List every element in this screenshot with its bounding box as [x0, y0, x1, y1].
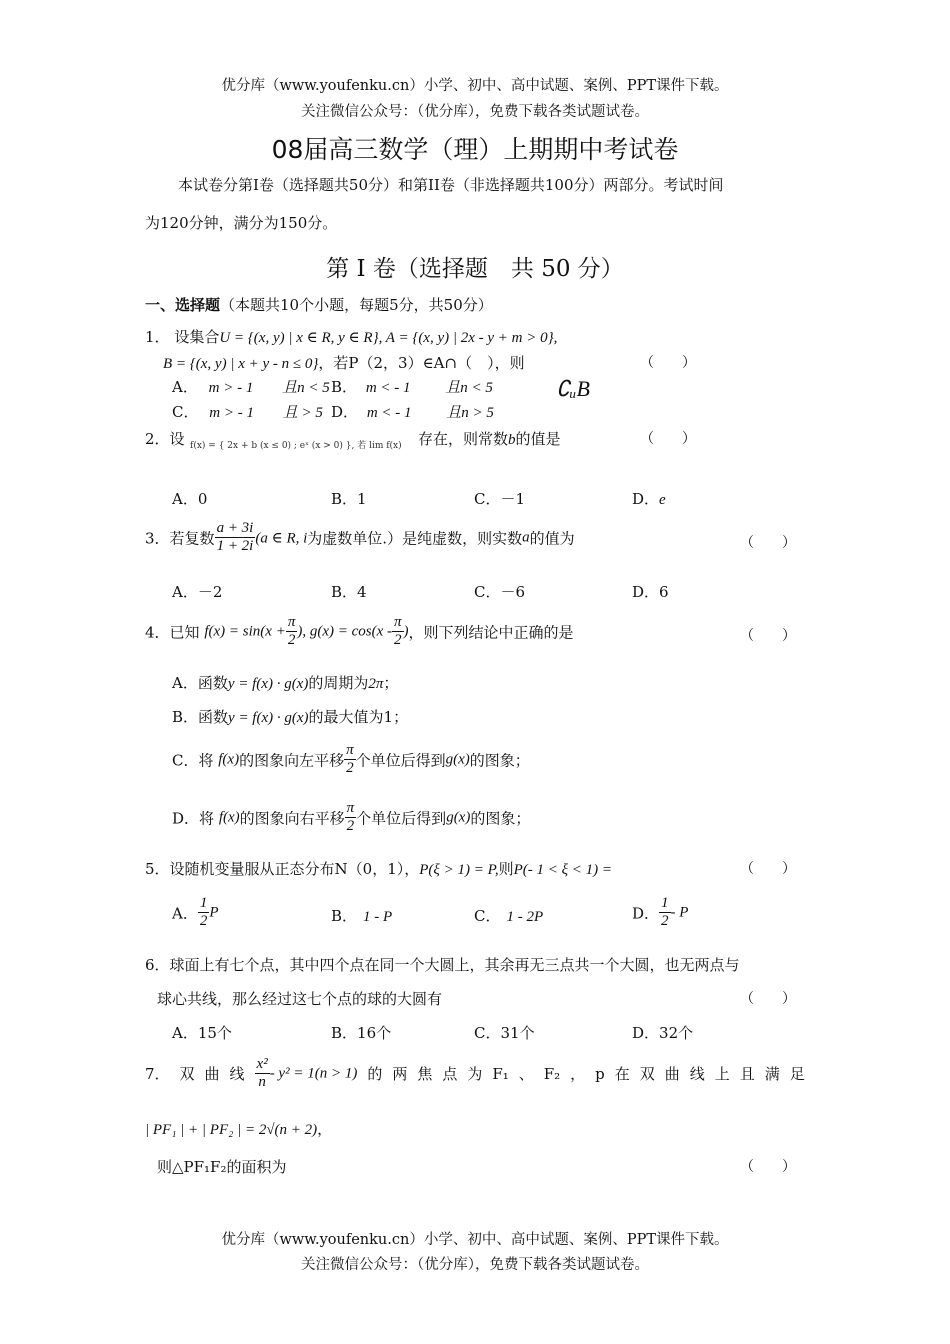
q3-option-b: B．4 — [331, 583, 367, 601]
q5-stem-b: 则 — [498, 860, 514, 878]
q1-line-2 — [163, 352, 525, 373]
q3-fraction — [215, 520, 256, 556]
q2-option-b: B．1 — [331, 490, 367, 508]
q5-number: 5． — [145, 860, 170, 878]
q2-stem-a: 设 — [169, 430, 185, 448]
q4-option-b-text: B．函数 — [172, 708, 229, 726]
q1-number: 1． — [145, 328, 170, 346]
q7-word: 上 — [714, 1065, 730, 1084]
q4-stem-b: ，则下列结论中正确的是 — [408, 623, 574, 642]
q4-line — [145, 614, 574, 650]
q4-option-c-text-3: 个单位后得到 — [355, 751, 446, 770]
q7-word: 线 — [229, 1065, 245, 1084]
q5-math-2: P(- 1 < ξ < 1) = — [513, 862, 613, 878]
q4-option-d-text-2: 的图象向右平移 — [239, 809, 345, 828]
q4-math-1: f(x) = sin(x + — [204, 623, 286, 640]
q7-fraction-num: x² — [255, 1056, 270, 1074]
q4-option-a-value: 2π — [368, 676, 384, 692]
q3-number: 3． — [145, 529, 170, 548]
q5-option-b-value: 1 - P — [363, 909, 393, 925]
q3-option-c: C．－6 — [474, 583, 526, 601]
q7-fraction-den: n — [258, 1074, 266, 1091]
q7-hyperbola — [255, 1056, 358, 1092]
q6-option-d: D．32个 — [632, 1024, 694, 1042]
q1-option-d — [331, 401, 494, 422]
q6-option-b: B．16个 — [331, 1024, 392, 1042]
q2-option-d — [632, 488, 666, 509]
q7-separator: 、 — [518, 1065, 534, 1084]
q6-answer-paren: （ ） — [740, 991, 796, 1007]
q5-math: P(ξ > 1) = P, — [419, 862, 499, 878]
q4-stem-a: 已知 — [169, 623, 200, 642]
q7-word: 满 — [764, 1065, 780, 1084]
q1-stem-a: 设集合 — [174, 328, 220, 346]
q7-answer-paren: （ ） — [740, 1159, 796, 1175]
q4-option-d-text-3: 个单位后得到 — [356, 809, 447, 828]
q7-line-1 — [145, 1056, 805, 1092]
part1-label: 一、选择题 — [145, 296, 221, 314]
q1-option-c-math-2: 且 > 5 — [282, 405, 323, 421]
q2-option-d-label: D． — [632, 490, 660, 508]
page-title: 08届高三数学（理）上期期中考试卷 — [271, 135, 679, 164]
q4-two-2: 2 — [394, 632, 402, 649]
q6-option-a: A．15个 — [172, 1024, 232, 1042]
q7-word: 曲 — [664, 1065, 680, 1084]
q1-option-a-math: m > - 1 — [208, 380, 254, 396]
q4-option-c-f: f(x) — [218, 751, 240, 768]
q5-option-d-fraction — [659, 895, 671, 931]
q7-word: 线 — [689, 1065, 705, 1084]
q5-option-d — [632, 895, 688, 931]
q2-line-1 — [145, 428, 185, 449]
q5-option-a-den: 2 — [199, 913, 208, 930]
q5-stem-a: 设随机变量服从正态分布N（0，1）， — [169, 860, 420, 878]
q3-stem-c: 的值为 — [529, 529, 575, 548]
q4-option-c-fraction — [344, 742, 356, 778]
q2-stem-c: 的值是 — [515, 430, 561, 448]
header-line-2: 关注微信公众号：（优分库），免费下载各类试题试卷。 — [301, 104, 649, 120]
q3-a: a — [522, 529, 530, 546]
header-line-1: 优分库（www.youfenku.cn）小学、初中、高中试题、案例、PPT课件下载。 — [221, 78, 729, 94]
q7-word: 且 — [739, 1065, 755, 1084]
q3-stem-a: 若复数 — [169, 529, 215, 548]
q7-comma: ， — [570, 1065, 586, 1084]
q7-word: 曲 — [204, 1065, 220, 1084]
q1-line-1 — [145, 326, 557, 347]
q4-option-c-g: g(x) — [445, 751, 470, 768]
q1-option-b — [331, 376, 493, 397]
q1-option-b-math-2: 且n < 5 — [445, 380, 493, 396]
q2-piecewise-image: f(x) = { 2x + b (x ≤ 0) ; eˣ (x > 0) }, 若 lim f(x) — [190, 441, 402, 451]
q4-fraction-1 — [286, 614, 298, 650]
q1-complement: ∁ᵤB — [556, 376, 590, 401]
q4-option-b — [172, 706, 408, 727]
q4-fraction-2 — [392, 614, 404, 650]
q4-option-c — [172, 742, 530, 778]
q5-option-d-den: 2 — [661, 913, 669, 930]
footer-line-1: 优分库（www.youfenku.cn）小学、初中、高中试题、案例、PPT课件下载。 — [221, 1232, 729, 1248]
q4-option-d-text: D．将 — [172, 809, 215, 828]
q7-word: 为 — [467, 1065, 483, 1084]
q5-option-b-label: B． — [331, 907, 358, 925]
q3-line — [145, 520, 575, 556]
intro-line-2: 为120分钟，满分为150分。 — [145, 214, 338, 232]
q7-f1: F₁ — [492, 1064, 509, 1083]
q6-line-2: 球心共线，那么经过这七个点的球的大圆有 — [157, 990, 443, 1008]
q7-word: 点 — [442, 1065, 458, 1084]
q6-option-c: C．31个 — [474, 1024, 535, 1042]
q3-fraction-numerator: a + 3i — [215, 520, 256, 538]
q3-fraction-denominator: 1 + 2i — [216, 538, 254, 555]
q5-option-d-label: D． — [632, 904, 660, 923]
q4-option-d-fraction — [345, 800, 357, 836]
q1-stem-b: ，若P（2，3）∈A∩（ ），则 — [318, 354, 525, 372]
q4-math-2: ), g(x) = cos(x - — [297, 623, 392, 640]
q7-math: - y² = 1(n > 1) — [269, 1065, 358, 1082]
q5-option-d-num: 1 — [659, 895, 671, 913]
q1-option-c-math: m > - 1 — [209, 405, 254, 421]
footer-line-2: 关注微信公众号：（优分库），免费下载各类试题试卷。 — [301, 1257, 649, 1273]
q1-answer-paren: （ ） — [640, 355, 696, 371]
q4-option-c-two: 2 — [346, 760, 354, 777]
q7-condition: | PF₁ | + | PF₂ | = 2√(n + 2) — [145, 1122, 318, 1138]
q4-option-d-text-4: 的图象； — [470, 809, 531, 828]
q2-stem — [418, 428, 561, 449]
q5-option-a-label: A． — [172, 904, 198, 923]
intro-line-1: 本试卷分第I卷（选择题共50分）和第II卷（非选择题共100分）两部分。考试时间 — [178, 176, 724, 194]
q5-option-b — [331, 905, 392, 926]
q7-word: 的 — [367, 1065, 383, 1084]
q3-option-d: D．6 — [632, 583, 669, 601]
q4-option-b-math: y = f(x) · g(x) — [228, 710, 309, 726]
q1-option-d-math-2: 且n > 5 — [446, 405, 494, 421]
q1-math-2: B = {(x, y) | x + y - n ≤ 0} — [163, 356, 319, 372]
q3-option-a: A．－2 — [172, 583, 223, 601]
q4-answer-paren: （ ） — [740, 628, 796, 644]
q2-number: 2． — [145, 430, 170, 448]
q4-option-a-math: y = f(x) · g(x) — [227, 676, 309, 692]
q1-option-b-label: B． — [331, 378, 358, 396]
q4-two-1: 2 — [287, 632, 296, 649]
part1-note: （本题共10个小题，每题5分，共50分） — [220, 296, 493, 314]
q1-option-c-label: C． — [172, 403, 199, 421]
q4-math-3: ) — [403, 623, 409, 640]
q4-option-a-end: ； — [383, 674, 399, 692]
q2-stem-b: 存在，则常数 — [418, 430, 509, 448]
q4-option-c-text-2: 的图象向左平移 — [239, 751, 345, 770]
q7-word: 两 — [392, 1065, 408, 1084]
q5-option-a-num: 1 — [198, 895, 210, 913]
q7-word: 在 — [614, 1065, 630, 1084]
q3-stem-b: 为虚数单位.）是纯虚数，则实数 — [307, 529, 523, 548]
q3-math: (a ∈ R, i — [255, 530, 308, 547]
q5-option-a — [172, 895, 219, 931]
q2-option-a: A．0 — [172, 490, 208, 508]
q5-option-c — [474, 905, 543, 926]
q7-line-2 — [145, 1118, 332, 1139]
q1-option-c — [172, 401, 323, 422]
q1-option-d-label: D． — [331, 403, 359, 421]
q5-option-c-label: C． — [474, 907, 501, 925]
q1-option-d-math: m < - 1 — [366, 405, 412, 421]
q4-option-a-text: A．函数 — [172, 674, 228, 692]
q4-option-d-two: 2 — [346, 818, 355, 835]
q4-option-b-text-2: 的最大值为1； — [308, 708, 409, 726]
q7-line-3: 则△PF₁F₂的面积为 — [157, 1158, 287, 1176]
q2-option-d-value: e — [659, 492, 666, 508]
q5-option-c-value: 1 - 2P — [506, 909, 544, 925]
q6-line-1: 6．球面上有七个点，其中四个点在同一个大圆上，其余再无三点共一个大圆，也无两点与 — [145, 956, 740, 974]
q7-word: 双 — [639, 1065, 655, 1084]
q4-option-c-text: C．将 — [172, 751, 214, 770]
q4-option-d-g: g(x) — [446, 809, 471, 826]
q7-word: 双 — [179, 1065, 195, 1084]
q7-number: 7． — [145, 1065, 170, 1084]
q4-pi-1: π — [286, 614, 298, 632]
q1-option-b-math: m < - 1 — [365, 380, 411, 396]
q4-option-d — [172, 800, 530, 836]
q4-option-a-text-2: 的周期为 — [308, 674, 369, 692]
q7-word: 足 — [789, 1065, 805, 1084]
q1-option-a-label: A． — [172, 378, 198, 396]
q4-option-c-pi: π — [344, 742, 356, 760]
q5-line — [145, 858, 612, 879]
q5-answer-paren: （ ） — [740, 861, 796, 877]
q4-option-d-f: f(x) — [218, 809, 240, 826]
q7-condition-end: ， — [317, 1120, 333, 1138]
q7-word: 焦 — [417, 1065, 433, 1084]
q5-option-a-p: P — [209, 904, 219, 921]
q1-option-a — [172, 376, 330, 397]
section-title: 第 I 卷（选择题 共 50 分） — [326, 256, 624, 282]
q1-math-1: U = {(x, y) | x ∈ R, y ∈ R}, A = {(x, y) | 2x - y + m > 0}, — [219, 330, 558, 346]
q4-pi-2: π — [392, 614, 404, 632]
q7-word: p — [595, 1064, 605, 1083]
q5-option-d-p: - P — [670, 904, 689, 921]
q2-b: b — [508, 432, 516, 448]
q4-option-d-pi: π — [345, 800, 357, 818]
q7-fraction — [255, 1056, 270, 1092]
q4-number: 4． — [145, 623, 170, 642]
q2-option-c: C．－1 — [474, 490, 526, 508]
part1-heading — [145, 294, 493, 315]
q4-option-c-text-4: 的图象； — [469, 751, 530, 770]
q3-answer-paren: （ ） — [740, 535, 796, 551]
q2-answer-paren: （ ） — [640, 431, 696, 447]
q4-option-a — [172, 672, 398, 693]
q1-option-a-math-2: 且n < 5 — [282, 380, 330, 396]
q5-option-a-fraction — [198, 895, 210, 931]
q7-f2: F₂ — [543, 1064, 561, 1083]
